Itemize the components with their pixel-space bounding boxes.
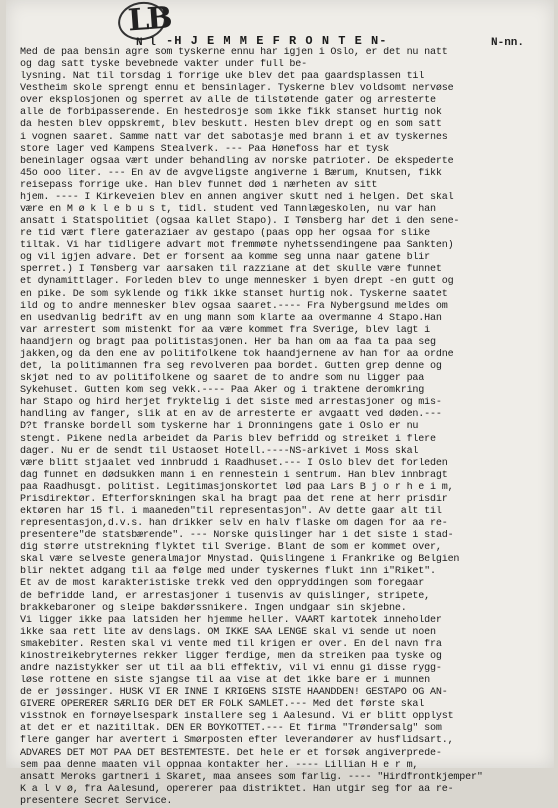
text-line: det, la politimannen fra seg revolveren paa bordet. Gutten grep denne og (20, 361, 442, 373)
article-body (20, 47, 552, 808)
text-line: representasjon,d.v.s. han drikker selv en halv flaske om dagen for aa re- (20, 518, 448, 530)
text-line: visstnok en fornøyelsespark installere seg i Aalesund. Vi er blitt opplyst (20, 711, 454, 723)
text-line: store lager ved Kampens Stealverk. --- Paa Hønefoss har et tysk (20, 143, 390, 155)
text-line: kinostreikebryternes rekker ligger ferdige, men da streiken paa tyske og (20, 650, 442, 662)
text-line: Vestheim skole sprengt ennu et bensinlager. Tyskerne blev voldsomt nervøse (20, 83, 454, 95)
text-line: sperret.) I Tønsberg var aarsaken til razziane at det skulle være funnet (20, 264, 442, 276)
text-line: re tid vært flere gateraziaer av gestapo (paas opp her ogsaa for slike (20, 228, 431, 240)
text-line: Et av de most karakteristiske trekk ved den oppryddingen som foregaar (20, 578, 425, 590)
text-line: presentere Secret Service. (20, 795, 173, 807)
text-line: dager. Nu er de sendt til Ustaoset Hotell.----NS-arkivet i Moss skal (20, 445, 419, 457)
text-line: ADVARES DET MOT PAA DET BESTEMTESTE. Det hele er et forsøk angiverprede- (20, 747, 442, 759)
issue-number-left: N l (136, 37, 156, 49)
text-line: jakken,og da den ene av politifolkene tok haandjernene av han for aa ordne (20, 348, 454, 360)
text-line: ikke saa rett lite av denslags. OM IKKE SAA LENGE skal vi sende ut noen (20, 626, 436, 638)
text-line: at det er et nazitiltak. DEN ER BOYKOTTET.--- Et firma "Trøndersalg" som (20, 723, 442, 735)
text-line: handling av fanger, slik at en av de arresterte er avgaatt ved døden.--- (20, 409, 442, 421)
text-line: flere ganger har avertert i Smørposten efter leverandører av husflidsart., (20, 735, 454, 747)
text-line: løse rottene en siste sjangse til aa vise at det ikke bare er i munnen (20, 675, 431, 687)
text-line: alle de forbipasserende. En hestedrosje som ikke fikk stanset hurtig nok (20, 107, 442, 119)
text-line: presentere"de statsbærende". --- Norske quislinger har i det siste i stad- (20, 530, 454, 542)
text-line: Med de paa bensin agre som tyskerne ennu har igjen i Oslo, er det nu natt (20, 47, 448, 58)
text-line: ansatt Meroks gartneri i Skaret, maa ansees som farlig. ---- "Hirdfrontkjemper" (20, 771, 483, 783)
text-line: være blitt stjaalet ved innbrudd i Raadhuset.--- I Oslo blev det forleden (20, 457, 448, 469)
text-line: og dag satt tyske bevebnede vakter under full be- (20, 59, 308, 71)
text-line: paa Raadhusgt. politist. Legitimasjonskortet lød paa Lars B j o r h e i m, (20, 481, 454, 493)
text-line: ektøren har 15 fl. i maaneden"til representasjon". Av dette gaar alt til (20, 505, 442, 517)
document-page (6, 0, 554, 807)
text-line: Prisdirektør. Efterforskningen skal ha bragt paa det rene at herr prisdir (20, 493, 448, 505)
handwritten-mark: LB (126, 0, 172, 39)
page-title: -H J E M M E F R O N T E N- (166, 34, 388, 48)
text-line: et dynamittlager. Forleden blev to unge mennesker i byen drept -en gutt og (20, 276, 454, 288)
text-line: sem paa denne maaten vil oppnaa kontakter her. ---- Lillian H e r m, (20, 759, 419, 771)
text-line: ansatt i Statspolitiet (ogsaa kallet Stapo). I Tønsberg har det i den sene- (20, 216, 460, 228)
text-line: en pike. De som syklende og fikk ikke stanset hurtig nok. Tyskerne saatet (20, 288, 448, 300)
text-line: beneinlager ogsaa vært under behandling av norske patrioter. De ekspederte (20, 155, 454, 167)
text-line: og vil igjen advare. Det er forsent aa komme seg unna naar gatene blir (20, 252, 431, 264)
text-line: stengt. Pikene nedla arbeidet da Paris blev befridd og streiket i flere (20, 433, 436, 445)
text-line: haandjern og bragt paa politistasjonen. Her ba han om aa faa ta paa seg (20, 336, 436, 348)
text-line: da hesten blev oppskremt, blev beskutt. Hesten blev drept og en som satt (20, 119, 442, 131)
text-line: skjøt ned to av politifolkene og saaret de to andre som nu ligger paa (20, 373, 425, 385)
text-line: i vognen saaret. Samme natt var det sabotasje med brann i et av tyskernes (20, 131, 448, 143)
text-line: tiltak. Vi har tidligere advart mot fremmøte nyhetssendingene paa Sankten) (20, 240, 454, 252)
text-line: Vi ligger ikke paa latsiden her hjemme heller. VAART kartotek inneholder (20, 614, 442, 626)
text-line: har Stapo og hird herjet fryktelig i det siste med arrestasjoner og mis- (20, 397, 442, 409)
text-line: blir nektet adgang til aa følge med under tyskernes flukt inn i"Riket". (20, 566, 436, 578)
text-line: ild og to andre mennesker blev ogsaa saaret.---- Fra Nybergsund meldes om (20, 300, 448, 312)
text-line: være en M ø k l e b u s t, tidl. student ved Tannlægeskolen, nu var han (20, 204, 436, 216)
text-line: Sykehuset. Gutten kom seg vekk.---- Paa Aker og i traktene deromkring (20, 385, 425, 397)
text-line: skal være selveste generalmajor Mnystad. Quislingene i Frankrike og Belgien (20, 554, 460, 566)
issue-number-right: N-nn. (491, 37, 525, 49)
text-line: lysning. Nat til torsdag i forrige uke blev det paa gaardsplassen til (20, 71, 425, 83)
text-line: D?t franske bordell som tyskerne har i Dronningens gate i Oslo er nu (20, 421, 419, 433)
text-line: K a l v ø, fra Aalesund, opererer paa distriktet. Han utgir seg for aa re- (20, 783, 454, 795)
text-line: smakebiter. Resten skal vi vente med til krigen er over. En del navn fra (20, 638, 442, 650)
text-line: over eksplosjonen og sperret av alle de tilstøtende gater og arresterte (20, 95, 436, 107)
text-line: de befridde land, er arrestasjoner i tusenvis av quislinger, stripete, (20, 590, 431, 602)
text-line: dig større utstrekning flyktet til Sverige. Blant de som er kommet over, (20, 542, 442, 554)
text-line: dag funnet en dødsukken mann i en rennestein i sentrum. Han blev innbragt (20, 469, 448, 481)
text-line: brakkebaroner og sleipe bakdørssnikere. Ingen undgaar sin skjebne. (20, 602, 407, 614)
text-line: de er jøssinger. HUSK VI ER INNE I KRIGENS SISTE HAANDDEN! GESTAPO OG AN- (20, 687, 448, 699)
text-line: hjem. ---- I Kirkeveien blev en annen angiver skutt ned i helgen. Det skal (20, 191, 454, 203)
text-line: andre nazistykker ser ut til aa bli effektiv, vil vi ennu gi disse rygg- (20, 662, 442, 674)
text-line: en usedvanlig bedrift av en ung mann som klarte aa overmanne 4 Stapo.Han (20, 312, 442, 324)
text-line: GIVERE OPERERER SÆRLIG DER DET ER FOLK SAMLET.--- Med det første skal (20, 699, 425, 711)
text-line: reisepass forrige uke. Han blev funnet død i nærheten av sitt (20, 179, 378, 191)
text-line: 45o ooo liter. --- En av de avgveligste angiverne i Bærum, Knutsen, fikk (20, 167, 442, 179)
text-line: var arrestert som mistenkt for aa være kommet fra Sverige, blev lagt i (20, 324, 431, 336)
